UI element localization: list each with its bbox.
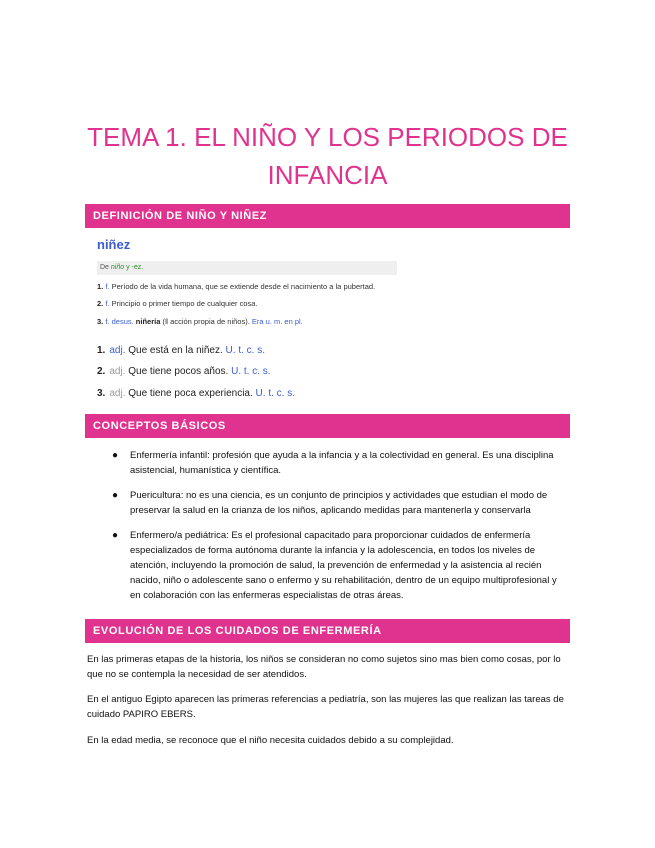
sense-text: Que tiene pocos años. [125, 366, 229, 377]
adjective-sense [97, 345, 265, 356]
sense-abbr: adj. [109, 388, 126, 399]
etymology-word: niño [110, 264, 125, 271]
sense-text: Principio o primer tiempo de cualquier cosa. [109, 299, 258, 308]
sense-link-word[interactable]: niñería [133, 317, 161, 326]
sense-number: 1. [97, 345, 106, 356]
section-header-conceptos: CONCEPTOS BÁSICOS [85, 414, 570, 438]
section-header-definicion: DEFINICIÓN DE NIÑO Y NIÑEZ [85, 204, 570, 228]
list-item [108, 448, 568, 478]
page-title: TEMA 1. EL NIÑO Y LOS PERIODOS DE INFANCIA [87, 122, 568, 190]
paragraph: En la edad media, se reconoce que el niño necesita cuidados debido a su complejidad. [87, 735, 454, 746]
etymology-suffix: y -ez. [124, 264, 144, 271]
sense-abbr: adj. [109, 366, 126, 377]
sense-number: 3. [97, 317, 104, 326]
paragraph: En las primeras etapas de la historia, los niños se consideran no como sujetos sino mas bien como cosas, por lo que no se contempla la necesidad de ser atendidos. [87, 654, 561, 680]
bullet-icon: ● [112, 490, 119, 501]
section-header-evolucion: EVOLUCIÓN DE LOS CUIDADOS DE ENFERMERÍA [85, 619, 570, 643]
sense-tail: Era u. m. en pl. [249, 317, 303, 326]
sense-number: 2. [97, 366, 106, 377]
sense-abbr: adj. [109, 345, 126, 356]
dictionary-sense [97, 282, 375, 291]
dictionary-sense [97, 299, 258, 308]
sense-tail: U. t. c. s. [222, 345, 265, 356]
sense-text: Que tiene poca experiencia. [125, 388, 253, 399]
list-item [108, 528, 568, 603]
list-item-text: Enfermería infantil: profesión que ayuda a la infancia y a la colectividad en general. Es una disciplina asistencial, humanística y científica. [130, 450, 554, 476]
adjective-sense [97, 388, 295, 399]
sense-number: 1. [97, 282, 104, 291]
bullet-icon: ● [112, 450, 119, 461]
sense-text: (‖ acción propia de niños). [160, 317, 250, 326]
adjective-sense [97, 366, 271, 377]
sense-tail: U. t. c. s. [228, 366, 271, 377]
list-item [108, 488, 568, 518]
paragraph: En el antiguo Egipto aparecen las primeras referencias a pediatría, son las mujeres las que realizan las tareas de cuidado PAPIRO EBERS. [87, 694, 564, 720]
concept-list [108, 448, 568, 613]
bullet-icon: ● [112, 530, 119, 541]
sense-number: 2. [97, 299, 104, 308]
list-item-text: Puericultura: no es una ciencia, es un conjunto de principios y actividades que estudian el modo de preservar la salud en la crianza de los niños, aplicando medidas para mantenerla y conservarla [130, 490, 548, 516]
sense-number: 3. [97, 388, 106, 399]
dictionary-word: niñez [97, 237, 131, 252]
sense-abbr: f. desus. [105, 317, 134, 326]
etymology-prefix: De [100, 264, 111, 271]
sense-text: Que está en la niñez. [125, 345, 223, 356]
sense-tail: U. t. c. s. [252, 388, 296, 399]
sense-abbr: f. [105, 299, 110, 308]
list-item-text: Enfermero/a pediátrica: Es el profesional capacitado para proporcionar cuidados de enfermería especializados de forma autónoma durante la infancia y la adolescencia, en todos los niveles de atención, incluyendo la promoción de salud, la prevención de enfermedad y la asistencia al recién nacido, niño o adolescente sano o enfermo y su rehabilitación, dentro de un equipo multiprofesional y en colaboración con las enfermeras especialistas de otras áreas. [130, 530, 557, 601]
sense-text: Período de la vida humana, que se extiende desde el nacimiento a la pubertad. [109, 282, 376, 291]
sense-abbr: f. [105, 282, 110, 291]
dictionary-sense [97, 317, 303, 326]
dictionary-etymology [97, 261, 397, 275]
